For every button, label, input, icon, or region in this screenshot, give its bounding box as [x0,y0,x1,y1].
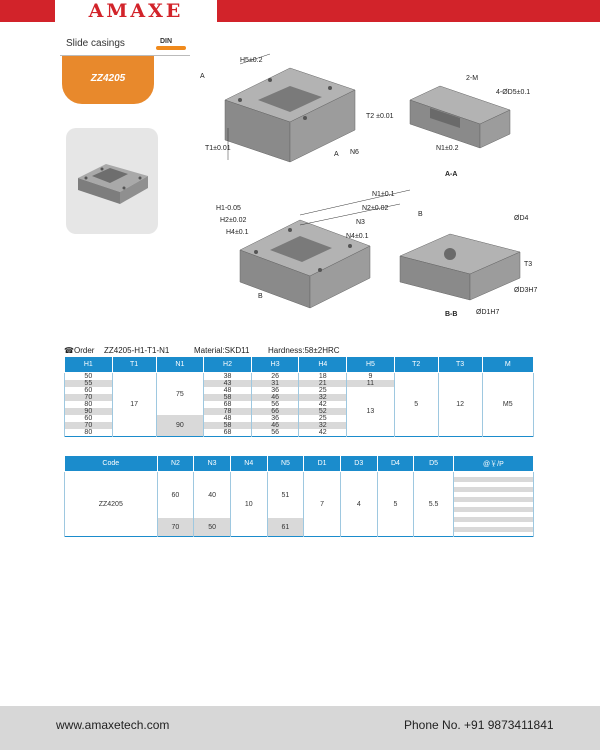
cell-h4: 32 [299,422,347,429]
cell-n2: 70 [157,518,194,536]
cell-n3: 50 [194,518,231,536]
label-h5: H5±0.2 [240,57,263,64]
table-row [65,472,534,519]
col-code: Code [65,456,158,472]
cell-h4: 21 [299,380,347,387]
col-n5: N5 [267,456,304,472]
hardness-spec: Hardness:58±2HRC [268,346,340,355]
section-bb-view [400,234,520,300]
phone-number: Phone No. +91 9873411841 [404,718,554,732]
col-n1: N1 [156,357,204,373]
col-m: M [482,357,533,373]
marker-a-bottom: A [334,151,339,158]
cell-h4: 25 [299,415,347,422]
cell-h4: 32 [299,394,347,401]
cell-h2: 68 [204,429,252,437]
cell-h3: 36 [251,415,299,422]
label-d4: ØD4 [514,215,529,222]
cell-n4: 10 [230,472,267,537]
cell-price [453,472,533,537]
cell-h3: 66 [251,408,299,415]
section-aa-view [410,86,510,148]
order-label: Order [74,346,95,355]
cell-h2: 48 [204,387,252,394]
cell-h1: 60 [65,415,113,422]
cell-d5: 5.5 [414,472,454,537]
cell-h4: 18 [299,373,347,381]
dimension-table-2 [64,455,534,537]
din-badge: DIN [160,38,173,45]
label-n6: N6 [350,149,359,156]
marker-b-bottom: B [258,293,263,300]
cell-t2: 5 [394,373,438,437]
label-t3: T3 [524,261,533,268]
label-n1-aa: N1±0.2 [436,145,459,152]
website-link[interactable]: www.amaxetech.com [56,718,170,732]
label-n1: N1±0.1 [372,191,395,198]
main-block-top [225,54,355,162]
cell-d1: 7 [304,472,341,537]
cell-h3: 31 [251,380,299,387]
material-spec: Material:SKD11 [194,346,250,355]
cell-d3: 4 [340,472,377,537]
cell-h5: 13 [347,387,395,437]
cell-h3: 56 [251,429,299,437]
cell-h3: 36 [251,387,299,394]
col-t3: T3 [438,357,482,373]
cell-h4: 42 [299,401,347,408]
cell-h1: 70 [65,422,113,429]
cell-h3: 26 [251,373,299,381]
cell-h4: 42 [299,429,347,437]
label-n3: N3 [356,219,365,226]
table-row [65,373,534,381]
cell-h1: 80 [65,401,113,408]
label-t2: T2 ±0.01 [366,113,394,120]
cell-h3: 46 [251,422,299,429]
cell-h3: 46 [251,394,299,401]
col-n3: N3 [194,456,231,472]
price-stripes [454,472,533,536]
col-d5: D5 [414,456,454,472]
cell-h3: 56 [251,401,299,408]
cell-d4: 5 [377,472,414,537]
cell-h2: 78 [204,408,252,415]
cell-h1: 90 [65,408,113,415]
col-h1: H1 [65,357,113,373]
cell-h4: 52 [299,408,347,415]
col-n4: N4 [230,456,267,472]
label-n4: N4±0.1 [346,233,369,240]
label-2m: 2-M [466,75,479,82]
label-h2: H2±0.02 [220,217,247,224]
cell-h5: 9 [347,373,395,381]
col-h2: H2 [204,357,252,373]
col-price: @￥/P [453,456,533,472]
cell-h2: 58 [204,422,252,429]
label-n2: N2±0.02 [362,205,389,212]
cell-n1: 75 [156,373,204,416]
cell-h4: 25 [299,387,347,394]
dimension-table-1 [64,356,534,437]
phone-icon: ☎ [64,346,74,355]
technical-drawing [0,0,600,345]
cell-h2: 68 [204,401,252,408]
col-n2: N2 [157,456,194,472]
cell-h1: 60 [65,387,113,394]
label-d3: ØD3H7 [514,287,538,294]
cell-n5: 61 [267,518,304,536]
label-d5: 4-ØD5±0.1 [496,89,531,96]
section-bb-label: B-B [445,311,458,318]
label-d1: ØD1H7 [476,309,500,316]
cell-m: M5 [482,373,533,437]
cell-h1: 55 [65,380,113,387]
category-title: Slide casings [66,38,125,49]
col-t1: T1 [112,357,156,373]
col-d3: D3 [340,456,377,472]
col-h3: H3 [251,357,299,373]
col-d1: D1 [304,456,341,472]
cell-code: ZZ4205 [65,472,158,537]
col-h4: H4 [299,357,347,373]
part-code-tab: ZZ4205 [62,56,154,104]
section-aa-label: A-A [445,171,458,178]
label-t1: T1±0.01 [205,145,231,152]
cell-n1: 90 [156,415,204,437]
cell-t3: 12 [438,373,482,437]
cell-h2: 58 [204,394,252,401]
label-h1: H1-0.05 [216,205,241,212]
order-code: ZZ4205-H1-T1-N1 [104,346,170,355]
cell-h1: 70 [65,394,113,401]
cell-n2: 60 [157,472,194,519]
label-h4: H4±0.1 [226,229,249,236]
cell-n5: 51 [267,472,304,519]
marker-b-top: B [418,211,423,218]
col-d4: D4 [377,456,414,472]
cell-h5: 11 [347,380,395,387]
cell-t1: 17 [112,373,156,437]
col-h5: H5 [347,357,395,373]
cell-h1: 50 [65,373,113,381]
marker-a-top: A [200,73,205,80]
col-t2: T2 [394,357,438,373]
cell-h2: 38 [204,373,252,381]
cell-h2: 48 [204,415,252,422]
cell-h1: 80 [65,429,113,437]
cell-h2: 43 [204,380,252,387]
amaxe-logo: AMAXE [55,0,217,24]
cell-n3: 40 [194,472,231,519]
